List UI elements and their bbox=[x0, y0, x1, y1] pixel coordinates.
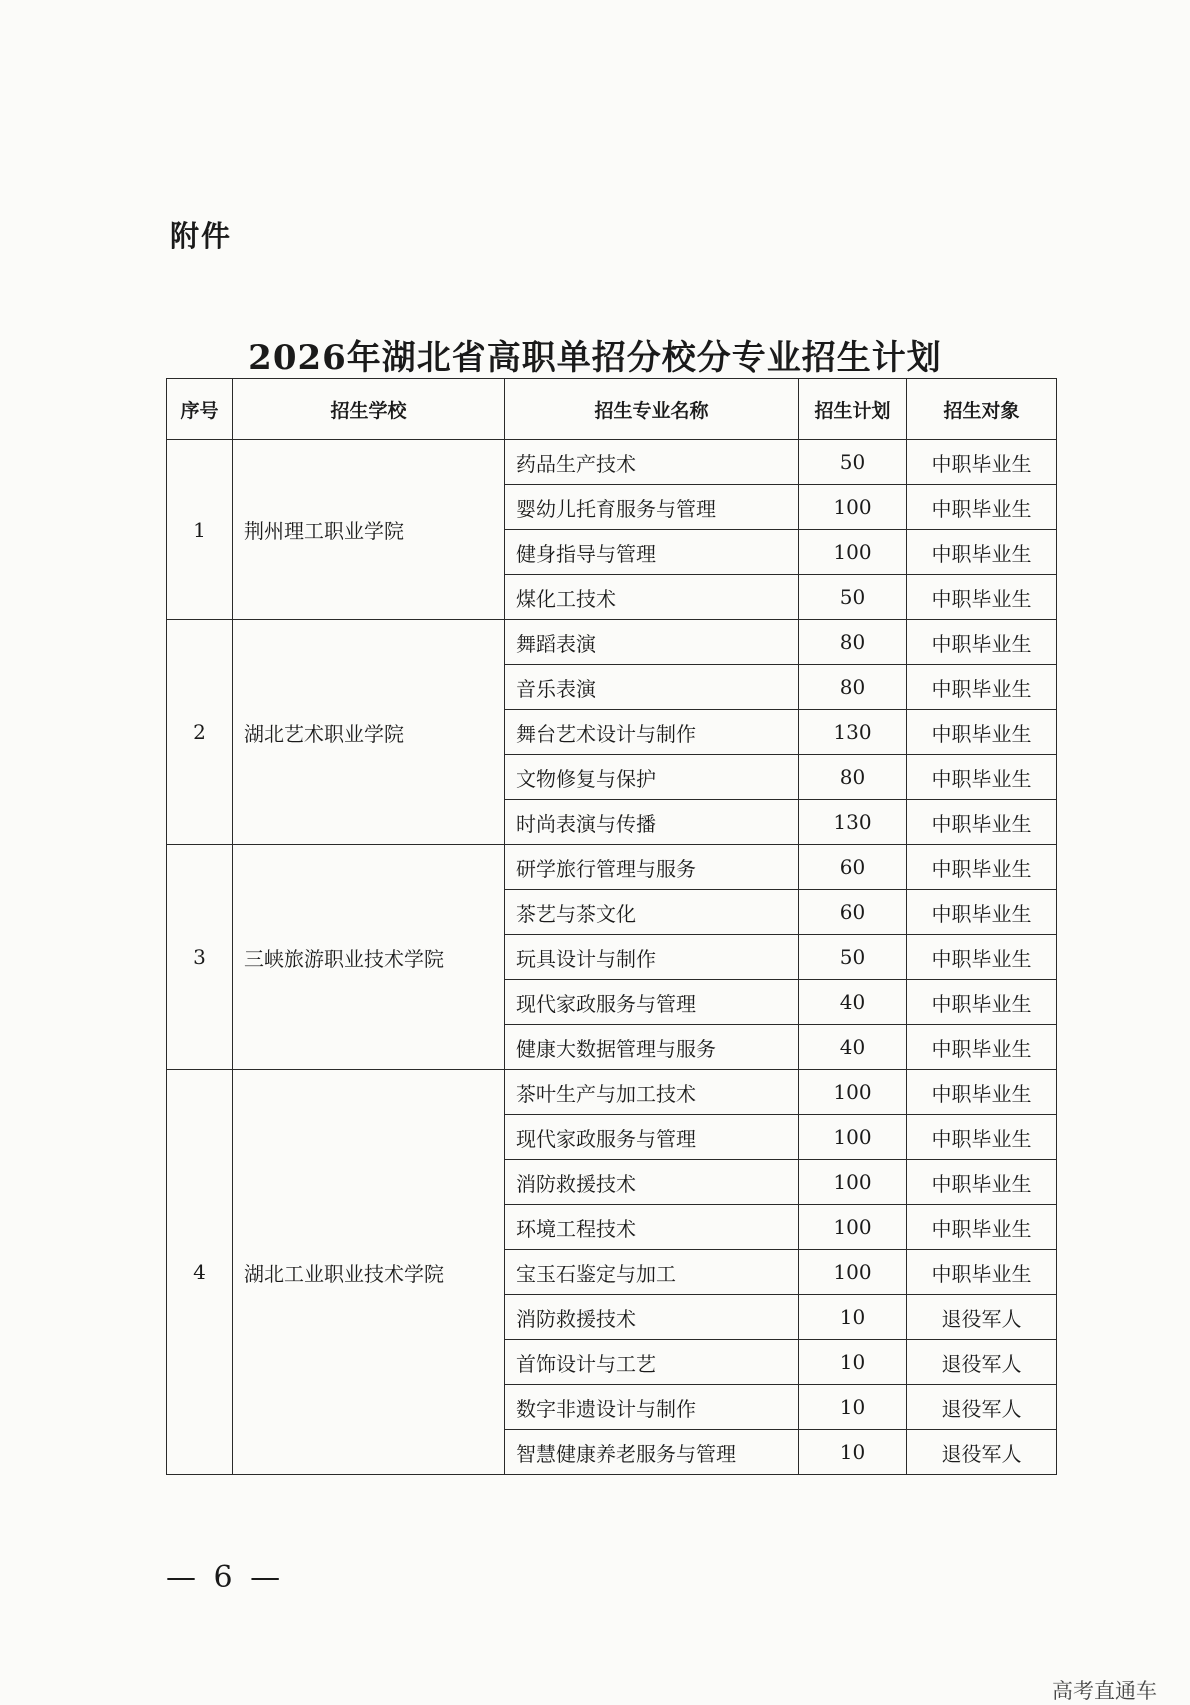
major-name: 婴幼儿托育服务与管理 bbox=[505, 485, 799, 530]
enrollment-target: 中职毕业生 bbox=[907, 665, 1057, 710]
table-body bbox=[167, 440, 1057, 1475]
document-title: 2026年湖北省高职单招分校分专业招生计划 bbox=[248, 338, 942, 378]
table-row bbox=[167, 440, 1057, 485]
header-plan: 招生计划 bbox=[799, 379, 907, 440]
table-row bbox=[167, 845, 1057, 890]
major-name: 健身指导与管理 bbox=[505, 530, 799, 575]
plan-count: 100 bbox=[799, 485, 907, 530]
enrollment-target: 中职毕业生 bbox=[907, 440, 1057, 485]
plan-count: 10 bbox=[799, 1430, 907, 1475]
school-number: 3 bbox=[167, 845, 233, 1070]
enrollment-plan-table bbox=[166, 378, 1057, 1475]
enrollment-target: 中职毕业生 bbox=[907, 530, 1057, 575]
plan-count: 50 bbox=[799, 575, 907, 620]
enrollment-target: 中职毕业生 bbox=[907, 980, 1057, 1025]
enrollment-target: 退役军人 bbox=[907, 1430, 1057, 1475]
major-name: 智慧健康养老服务与管理 bbox=[505, 1430, 799, 1475]
enrollment-target: 中职毕业生 bbox=[907, 935, 1057, 980]
major-name: 时尚表演与传播 bbox=[505, 800, 799, 845]
plan-count: 100 bbox=[799, 1250, 907, 1295]
major-name: 玩具设计与制作 bbox=[505, 935, 799, 980]
major-name: 环境工程技术 bbox=[505, 1205, 799, 1250]
plan-count: 40 bbox=[799, 980, 907, 1025]
major-name: 消防救援技术 bbox=[505, 1160, 799, 1205]
major-name: 健康大数据管理与服务 bbox=[505, 1025, 799, 1070]
plan-count: 10 bbox=[799, 1295, 907, 1340]
school-name: 湖北艺术职业学院 bbox=[233, 620, 505, 845]
plan-count: 130 bbox=[799, 800, 907, 845]
plan-count: 100 bbox=[799, 1115, 907, 1160]
plan-count: 80 bbox=[799, 665, 907, 710]
school-name: 三峡旅游职业技术学院 bbox=[233, 845, 505, 1070]
enrollment-target: 中职毕业生 bbox=[907, 710, 1057, 755]
enrollment-target: 中职毕业生 bbox=[907, 1025, 1057, 1070]
school-name: 荆州理工职业学院 bbox=[233, 440, 505, 620]
major-name: 文物修复与保护 bbox=[505, 755, 799, 800]
enrollment-target: 中职毕业生 bbox=[907, 755, 1057, 800]
major-name: 研学旅行管理与服务 bbox=[505, 845, 799, 890]
plan-count: 50 bbox=[799, 935, 907, 980]
school-number: 1 bbox=[167, 440, 233, 620]
enrollment-target: 中职毕业生 bbox=[907, 1160, 1057, 1205]
plan-count: 130 bbox=[799, 710, 907, 755]
plan-count: 10 bbox=[799, 1340, 907, 1385]
plan-count: 60 bbox=[799, 890, 907, 935]
major-name: 药品生产技术 bbox=[505, 440, 799, 485]
enrollment-target: 中职毕业生 bbox=[907, 1250, 1057, 1295]
enrollment-target: 中职毕业生 bbox=[907, 485, 1057, 530]
plan-count: 10 bbox=[799, 1385, 907, 1430]
school-number: 2 bbox=[167, 620, 233, 845]
header-school: 招生学校 bbox=[233, 379, 505, 440]
table-header-row bbox=[167, 379, 1057, 440]
plan-count: 50 bbox=[799, 440, 907, 485]
enrollment-target: 退役军人 bbox=[907, 1385, 1057, 1430]
plan-count: 40 bbox=[799, 1025, 907, 1070]
major-name: 茶叶生产与加工技术 bbox=[505, 1070, 799, 1115]
plan-count: 100 bbox=[799, 1205, 907, 1250]
enrollment-target: 退役军人 bbox=[907, 1340, 1057, 1385]
plan-count: 100 bbox=[799, 1070, 907, 1115]
plan-count: 80 bbox=[799, 755, 907, 800]
plan-count: 100 bbox=[799, 1160, 907, 1205]
major-name: 音乐表演 bbox=[505, 665, 799, 710]
enrollment-target: 中职毕业生 bbox=[907, 1205, 1057, 1250]
school-number: 4 bbox=[167, 1070, 233, 1475]
page-number: — 6 — bbox=[166, 1560, 285, 1595]
enrollment-target: 中职毕业生 bbox=[907, 575, 1057, 620]
major-name: 现代家政服务与管理 bbox=[505, 980, 799, 1025]
plan-count: 80 bbox=[799, 620, 907, 665]
major-name: 数字非遗设计与制作 bbox=[505, 1385, 799, 1430]
header-no: 序号 bbox=[167, 379, 233, 440]
major-name: 舞蹈表演 bbox=[505, 620, 799, 665]
enrollment-target: 中职毕业生 bbox=[907, 1115, 1057, 1160]
major-name: 煤化工技术 bbox=[505, 575, 799, 620]
major-name: 消防救援技术 bbox=[505, 1295, 799, 1340]
plan-count: 60 bbox=[799, 845, 907, 890]
enrollment-target: 中职毕业生 bbox=[907, 620, 1057, 665]
major-name: 舞台艺术设计与制作 bbox=[505, 710, 799, 755]
watermark: 高考直通车 bbox=[1052, 1679, 1157, 1703]
major-name: 首饰设计与工艺 bbox=[505, 1340, 799, 1385]
enrollment-target: 退役军人 bbox=[907, 1295, 1057, 1340]
enrollment-target: 中职毕业生 bbox=[907, 845, 1057, 890]
attachment-label: 附件 bbox=[170, 219, 233, 253]
header-target: 招生对象 bbox=[907, 379, 1057, 440]
major-name: 宝玉石鉴定与加工 bbox=[505, 1250, 799, 1295]
enrollment-target: 中职毕业生 bbox=[907, 890, 1057, 935]
school-name: 湖北工业职业技术学院 bbox=[233, 1070, 505, 1475]
enrollment-target: 中职毕业生 bbox=[907, 800, 1057, 845]
enrollment-target: 中职毕业生 bbox=[907, 1070, 1057, 1115]
plan-count: 100 bbox=[799, 530, 907, 575]
header-major: 招生专业名称 bbox=[505, 379, 799, 440]
major-name: 茶艺与茶文化 bbox=[505, 890, 799, 935]
table-row bbox=[167, 1070, 1057, 1115]
major-name: 现代家政服务与管理 bbox=[505, 1115, 799, 1160]
table-row bbox=[167, 620, 1057, 665]
